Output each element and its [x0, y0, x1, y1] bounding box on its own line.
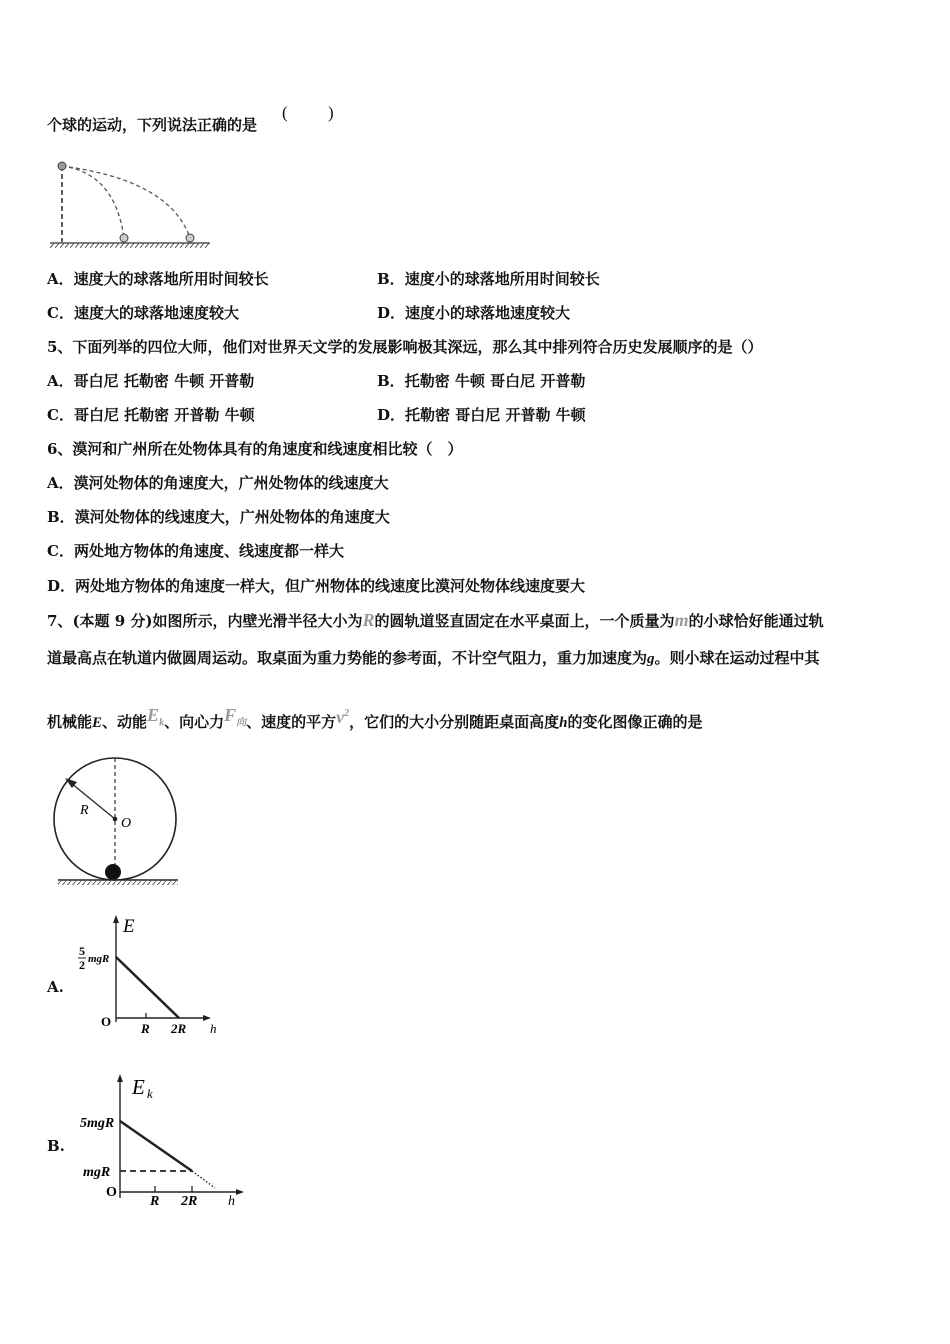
- q7-option-a-key[interactable]: A.: [47, 978, 64, 996]
- radius-label: R: [80, 803, 89, 818]
- start-ball: [58, 162, 66, 170]
- q5-option-a[interactable]: A．哥白尼 托勒密 牛顿 开普勒: [47, 372, 255, 390]
- graph-a-y-label: E: [123, 916, 135, 937]
- q4-option-a[interactable]: A．速度大的球落地所用时间较长: [47, 270, 269, 288]
- graph-a-x-label: h: [210, 1021, 217, 1036]
- landing-ball-near: [120, 234, 128, 242]
- q6-option-c[interactable]: C．两处地方物体的角速度、线速度都一样大: [47, 542, 344, 560]
- graph-a-line: [116, 957, 179, 1018]
- graph-b-origin: O: [106, 1185, 117, 1200]
- graph-b-y-low-label: mgR: [83, 1165, 111, 1180]
- q7-stem-line-3: 机械能E、动能$E_k$、向心力$F_向$、速度的平方$v^2$，它们的大小分别随距桌面高度h的变化图像正确的是: [47, 705, 703, 731]
- q5-option-b[interactable]: B．托勒密 牛顿 哥白尼 开普勒: [377, 372, 586, 390]
- graph-a-y-denominator: 2: [79, 958, 85, 972]
- short-trajectory: [62, 166, 124, 238]
- graph-b-tick-r-label: R: [150, 1194, 160, 1209]
- radius-arrow: [71, 783, 115, 819]
- graph-b-line: [120, 1121, 192, 1171]
- center-point: [113, 817, 118, 822]
- graph-b-y-top-label: 5mgR: [80, 1116, 115, 1131]
- center-label: O: [121, 816, 132, 831]
- graph-b-y-arrow: [117, 1074, 123, 1082]
- long-trajectory: [62, 166, 190, 238]
- table-hatch: [58, 880, 178, 885]
- graph-a-y-unit: mgR: [88, 953, 110, 965]
- graph-b-extension-dotted: [192, 1171, 215, 1188]
- projectile-figure: [45, 158, 215, 248]
- landing-ball-far: [186, 234, 194, 242]
- q6-stem: 6、漠河和广州所在处物体具有的角速度和线速度相比较（ ）: [47, 440, 463, 458]
- q7-stem-line-1: 7、(本题 9 分)如图所示，内壁光滑半径大小为R的圆轨道竖直固定在水平桌面上，一个质量为m的小球恰好能通过轨: [47, 610, 824, 630]
- q5-option-c[interactable]: C．哥白尼 托勒密 开普勒 牛顿: [47, 406, 255, 424]
- graph-a-y-numerator: 5: [79, 944, 85, 958]
- q4-option-d[interactable]: D．速度小的球落地速度较大: [377, 304, 571, 322]
- graph-b-y-label: E: [132, 1075, 145, 1099]
- q6-option-b[interactable]: B．漠河处物体的线速度大，广州处物体的角速度大: [47, 508, 390, 526]
- q4-option-b[interactable]: B．速度小的球落地所用时间较长: [377, 270, 600, 288]
- circular-track-figure: [50, 750, 190, 890]
- graph-a-tick-r-label: R: [141, 1021, 150, 1036]
- q4-stem: 个球的运动，下列说法正确的是: [47, 116, 258, 134]
- ground-hatch: [50, 243, 210, 248]
- q7-graph-b[interactable]: [78, 1070, 258, 1210]
- graph-a-y-arrow: [113, 915, 119, 923]
- graph-b-y-label-sub: k: [147, 1086, 153, 1101]
- graph-a-tick-2r-label: 2R: [171, 1021, 187, 1036]
- ball: [105, 864, 121, 880]
- graph-a-origin: O: [101, 1014, 112, 1029]
- q4-answer-bracket-close: ): [328, 103, 334, 122]
- q4-option-c[interactable]: C．速度大的球落地速度较大: [47, 304, 239, 322]
- q6-option-d[interactable]: D．两处地方物体的角速度一样大，但广州物体的线速度比漠河处物体线速度要大: [47, 577, 586, 595]
- graph-b-tick-2r-label: 2R: [181, 1194, 198, 1209]
- q7-graph-a[interactable]: [75, 912, 235, 1037]
- q5-stem: 5、下面列举的四位大师，他们对世界天文学的发展影响极其深远，那么其中排列符合历史发展顺序的是（）: [47, 338, 763, 356]
- q4-answer-bracket-open: (: [282, 103, 288, 122]
- q6-option-a[interactable]: A．漠河处物体的角速度大，广州处物体的线速度大: [47, 474, 389, 492]
- q7-stem-line-2: 道最高点在轨道内做圆周运动。取桌面为重力势能的参考面，不计空气阻力，重力加速度为g。则小球在运动过程中其: [47, 649, 820, 667]
- q5-option-d[interactable]: D．托勒密 哥白尼 开普勒 牛顿: [377, 406, 586, 424]
- graph-b-x-label: h: [228, 1194, 235, 1209]
- q7-option-b-key[interactable]: B.: [47, 1137, 65, 1155]
- graph-b-x-arrow: [236, 1189, 244, 1195]
